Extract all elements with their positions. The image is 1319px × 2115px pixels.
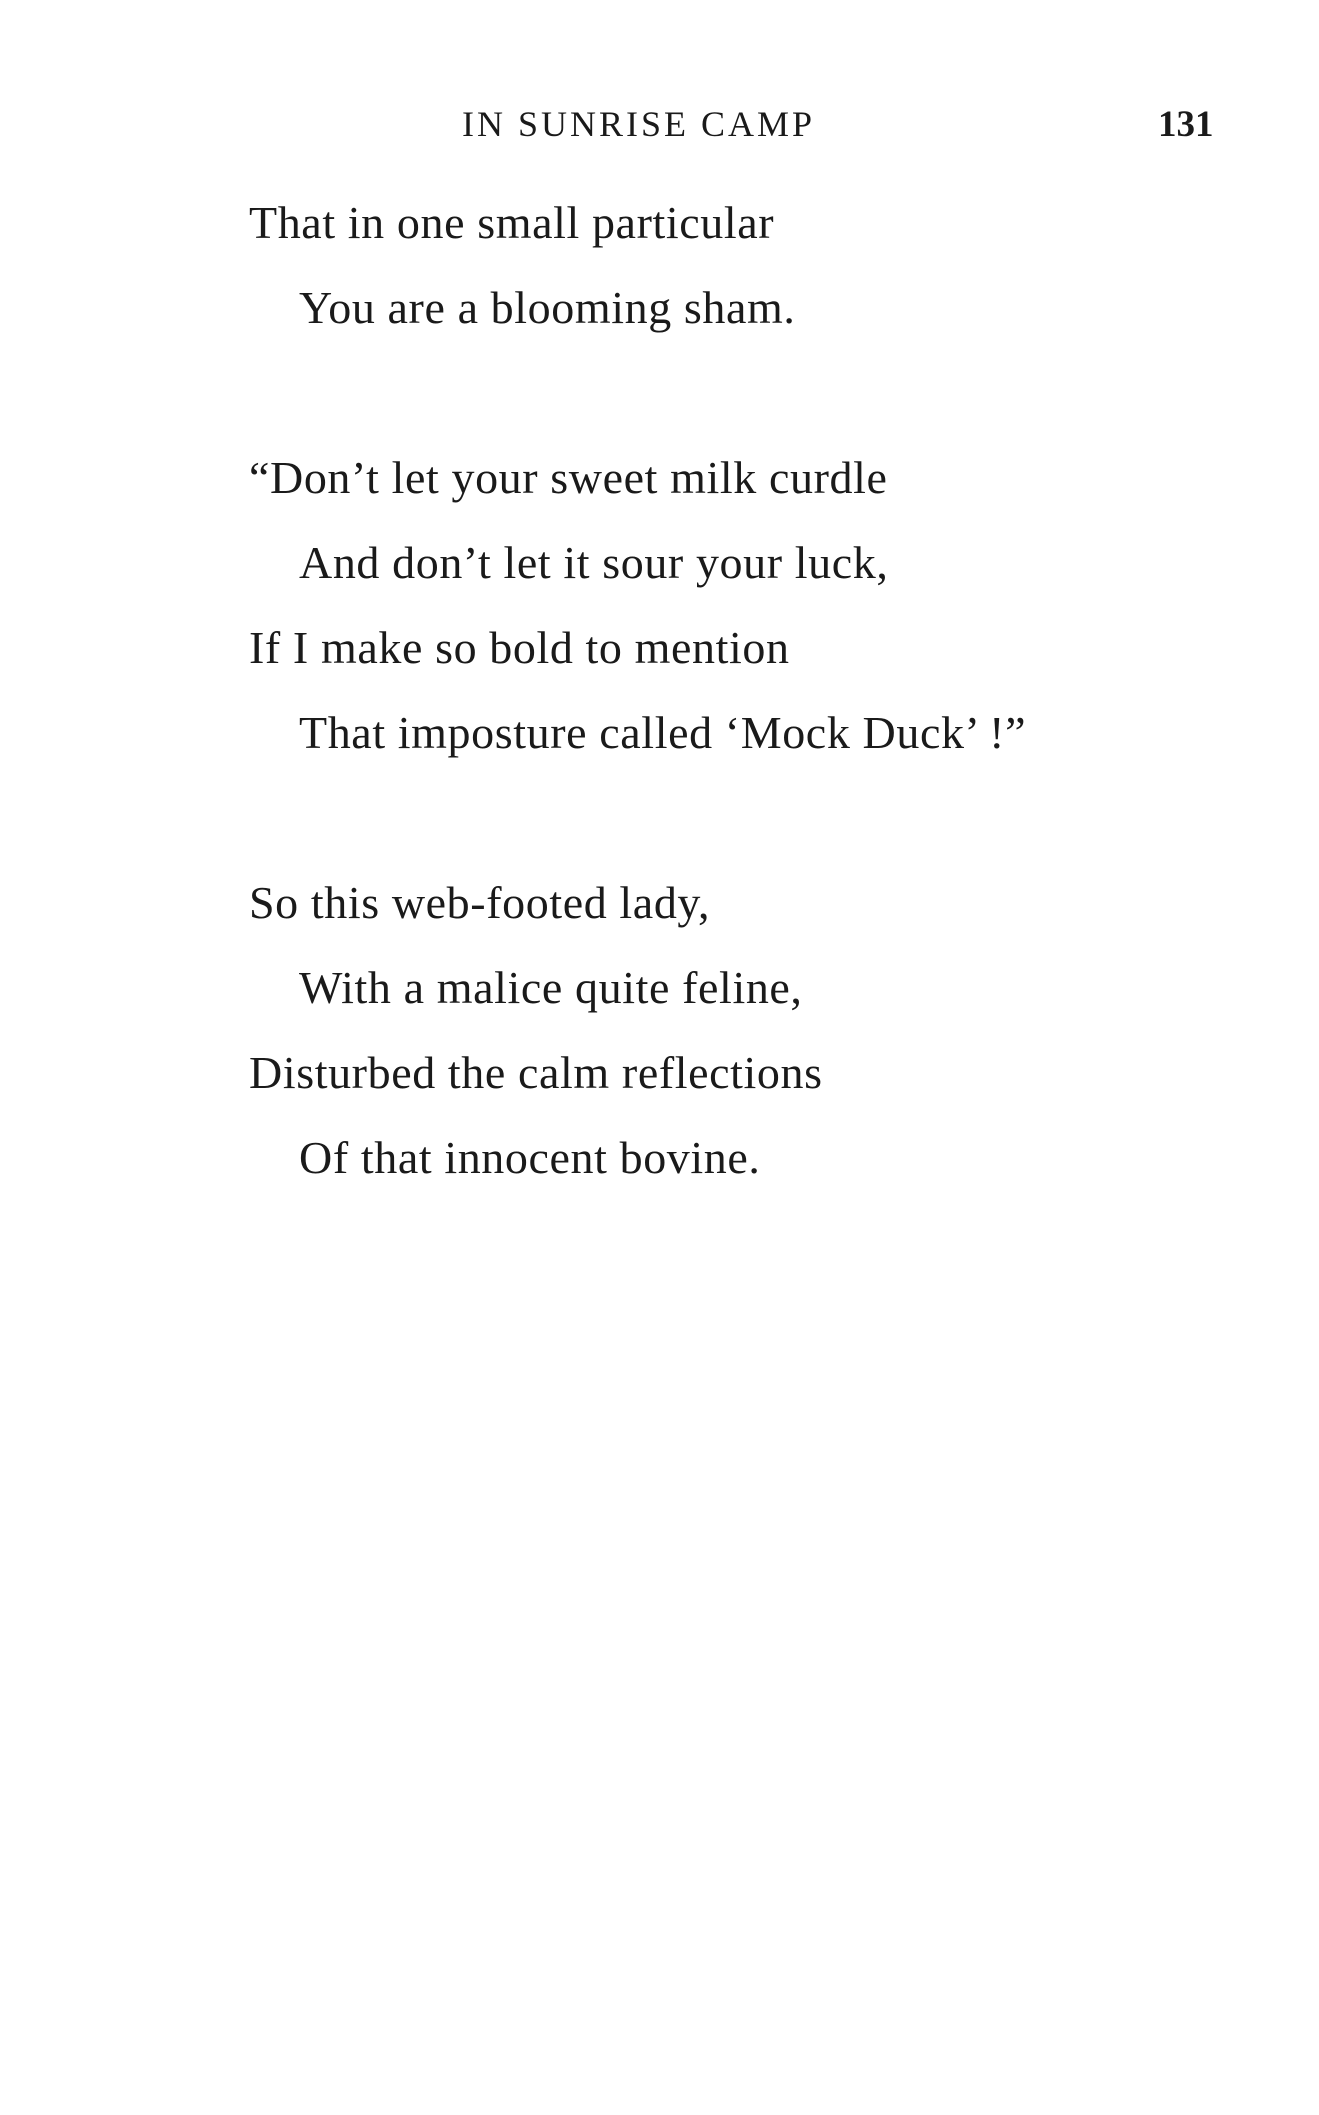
poem-line: Disturbed the calm reflections — [249, 1047, 823, 1098]
poem-line: That imposture called ‘Mock Duck’ !” — [299, 707, 1027, 758]
page-number: 131 — [1158, 104, 1214, 145]
poem-line: And don’t let it sour your luck, — [299, 537, 889, 588]
poem-line: You are a blooming sham. — [299, 282, 796, 333]
poem-line: With a malice quite feline, — [299, 962, 803, 1013]
poem-line: “Don’t let your sweet milk curdle — [249, 452, 888, 503]
poem-line: Of that innocent bovine. — [299, 1132, 761, 1183]
poem-line: That in one small particular — [249, 197, 775, 248]
poem-line: If I make so bold to mention — [249, 622, 790, 673]
running-title: IN SUNRISE CAMP — [462, 104, 816, 144]
poem-line: So this web-footed lady, — [249, 877, 711, 928]
